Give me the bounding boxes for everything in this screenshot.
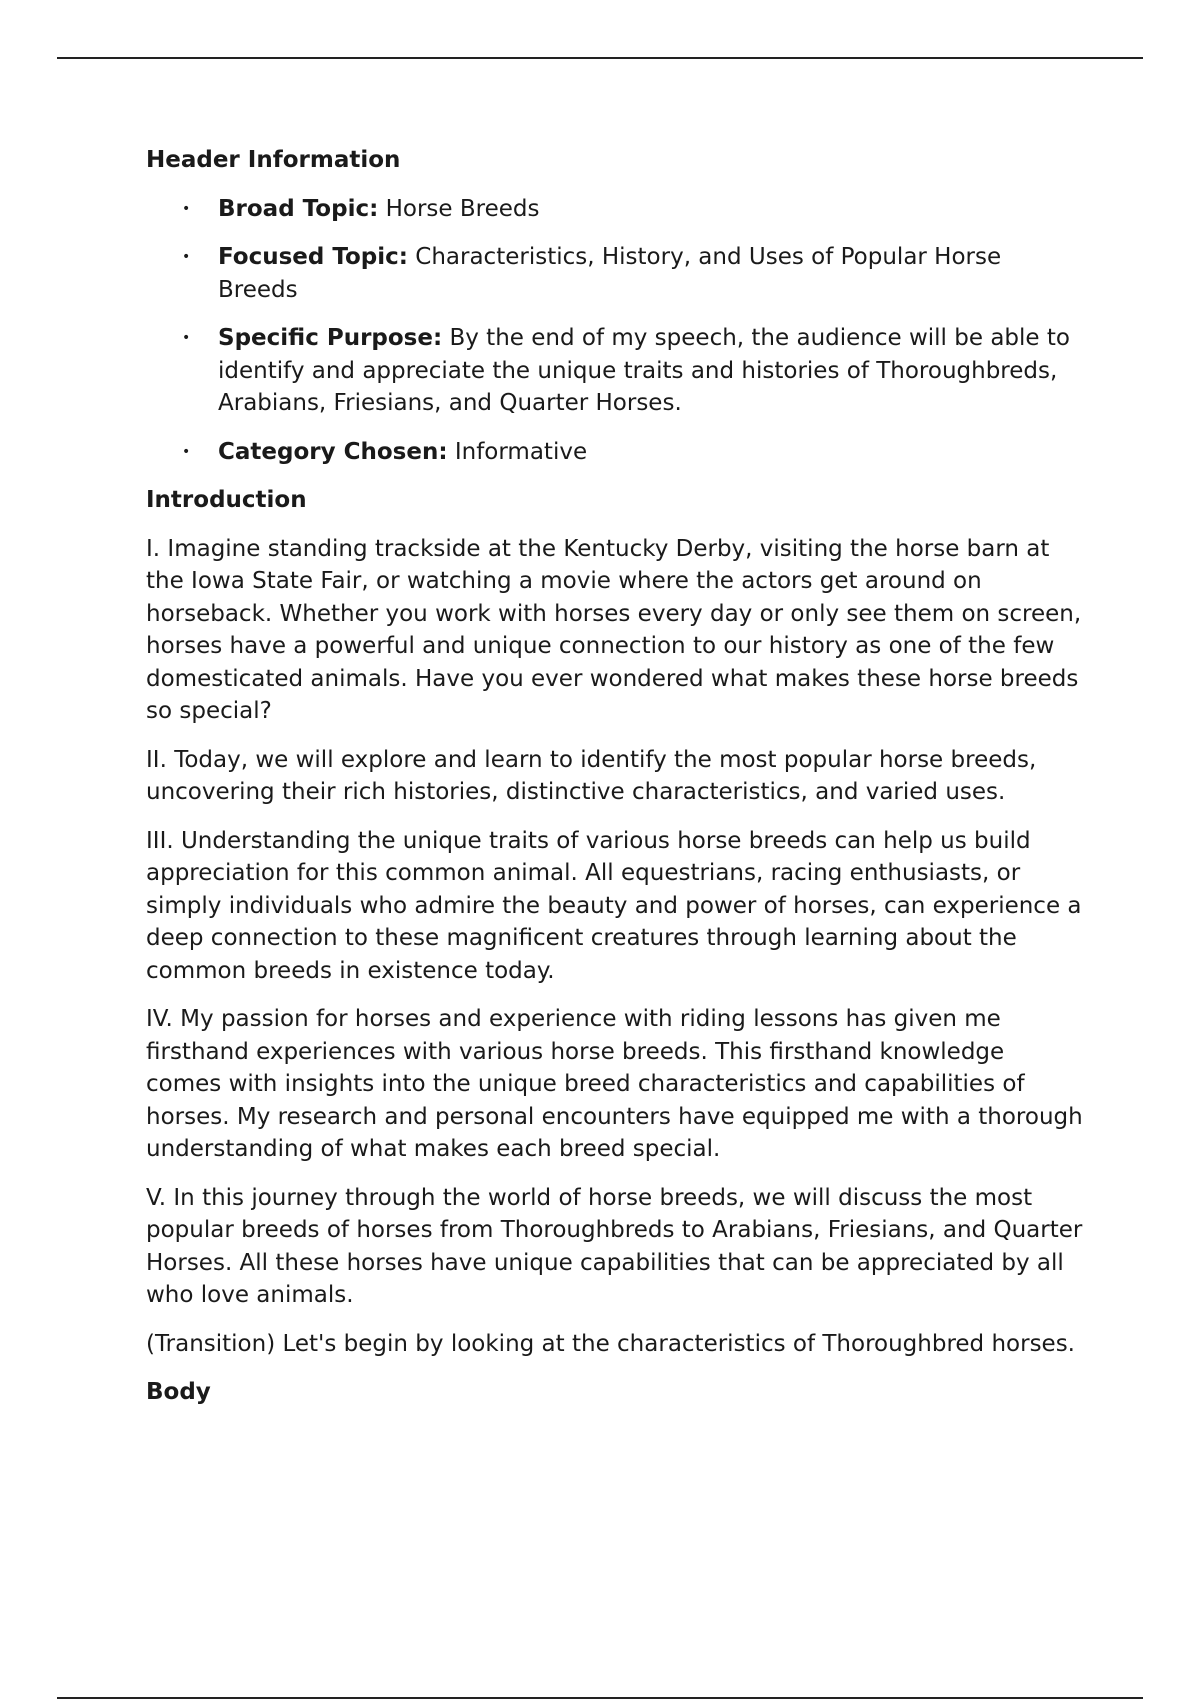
bottom-rule [57, 1697, 1143, 1699]
document-content [146, 144, 1086, 1425]
intro-paragraph-5: V. In this journey through the world of horse breeds, we will discuss the most popular breeds of horses from Thoroughbreds to Arabians, Friesians, and Quarter Horses. All these horses have unique capabilities that can be appreciated by all who love animals. [146, 1184, 1083, 1308]
header-item-focused-topic [146, 241, 1086, 306]
header-item-broad-topic [146, 193, 1086, 226]
header-item-term: Focused Topic: [218, 244, 408, 270]
header-information-heading: Header Information [146, 147, 401, 173]
transition-paragraph: (Transition) Let's begin by looking at the characteristics of Thoroughbred horses. [146, 1330, 1075, 1357]
introduction-heading: Introduction [146, 487, 307, 513]
intro-paragraph-2: II. Today, we will explore and learn to identify the most popular horse breeds, uncovering their rich histories, distinctive characteristics, and varied uses. [146, 746, 1037, 805]
top-rule [57, 57, 1143, 59]
bullet-icon: • [182, 443, 191, 460]
header-item-term: Category Chosen: [218, 438, 448, 465]
header-information-list [146, 193, 1086, 469]
bullet-icon: • [182, 200, 191, 217]
header-item-category-chosen [146, 436, 1086, 469]
bullet-icon: • [182, 249, 191, 265]
intro-paragraph-1: I. Imagine standing trackside at the Kentucky Derby, visiting the horse barn at the Iowa State Fair, or watching a movie where the actors get around on horseback. Whether you work with horses every day or only see them on screen, horses have a powerful and unique connection to our history as one of the few domesticated animals. Have you ever wondered what makes these horse breeds so special? [146, 535, 1082, 724]
header-item-term: Specific Purpose: [218, 325, 443, 351]
header-item-value: Horse Breeds [378, 195, 540, 222]
header-item-term: Broad Topic: [218, 195, 379, 222]
body-heading: Body [146, 1379, 211, 1405]
header-item-value: Informative [447, 438, 588, 465]
intro-paragraph-4: IV. My passion for horses and experience with riding lessons has given me firsthand experiences with various horse breeds. This firsthand knowledge comes with insights into the unique breed characteristics and capabilities of horses. My research and personal encounters have equipped me with a thorough understanding of what makes each breed special. [146, 1006, 1083, 1162]
header-item-value: Characteristics, History, and Uses of Popular Horse Breeds [218, 244, 1002, 303]
bullet-icon: • [182, 330, 191, 346]
header-item-value: By the end of my speech, the audience will be able to identify and appreciate the unique traits and histories of Thoroughbreds, Arabians, Friesians, and Quarter Horses. [218, 325, 1070, 416]
header-item-specific-purpose [146, 322, 1086, 420]
intro-paragraph-3: III. Understanding the unique traits of various horse breeds can help us build appreciation for this common animal. All equestrians, racing enthusiasts, or simply individuals who admire the beauty and power of horses, can experience a deep connection to these magnificent creatures through learning about the common breeds in existence today. [146, 827, 1082, 984]
